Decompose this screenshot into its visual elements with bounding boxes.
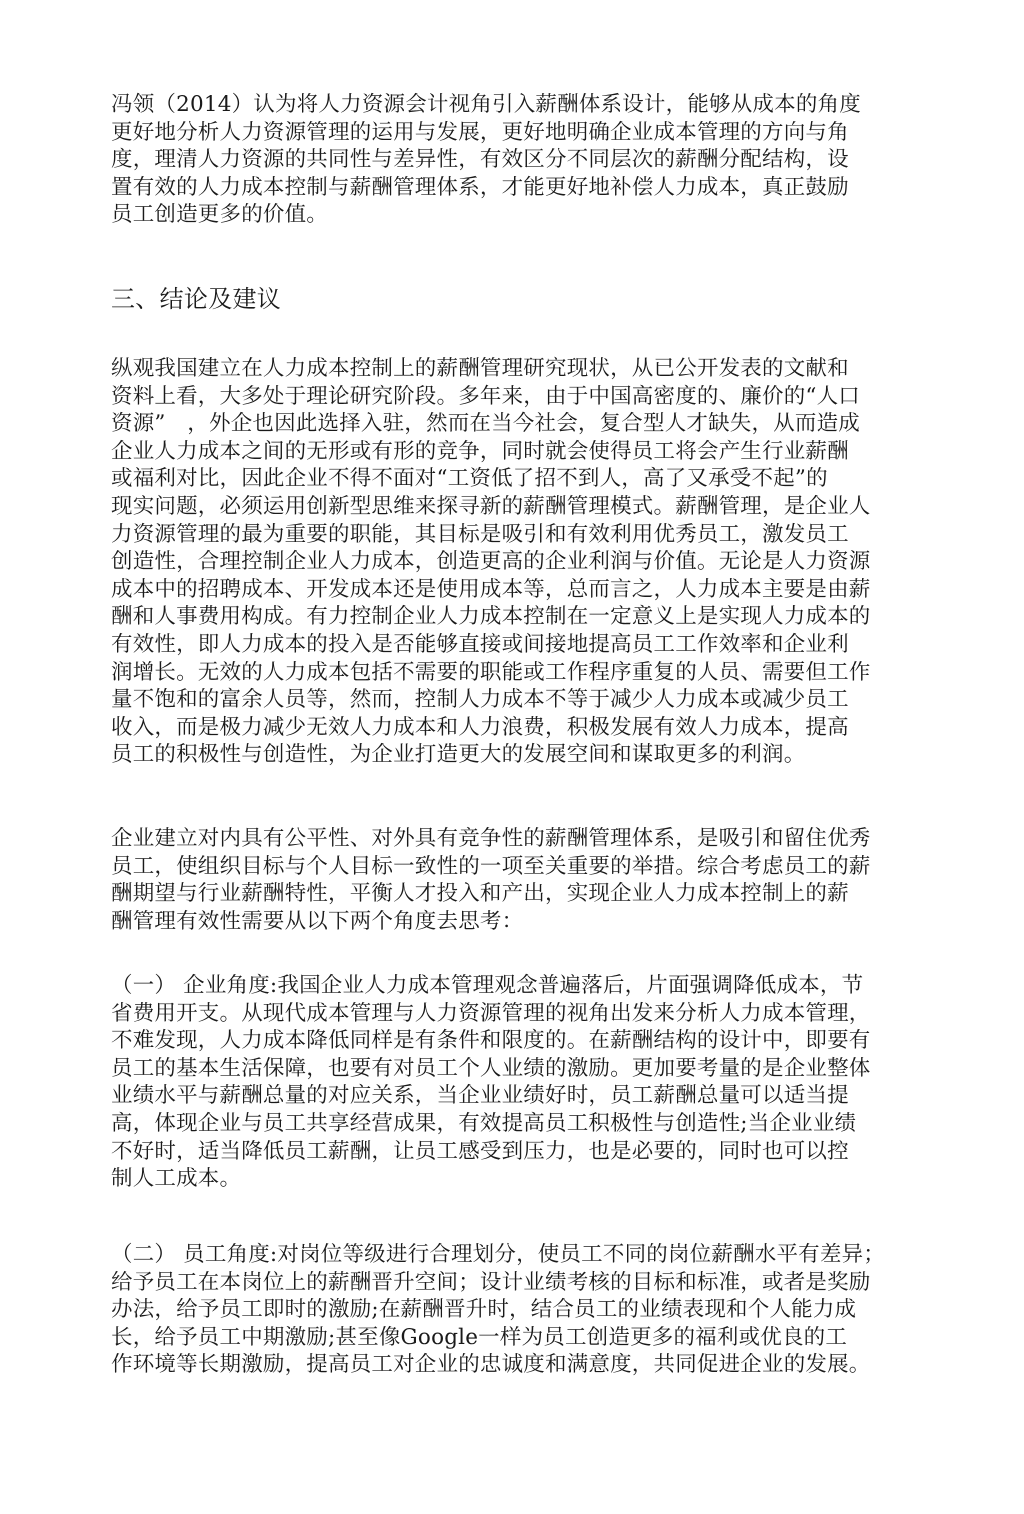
- text-line: 更好地分析人力资源管理的运用与发展，更好地明确企业成本管理的方向与角: [111, 119, 849, 145]
- text-line: 省费用开支。从现代成本管理与人力资源管理的视角出发来分析人力成本管理，: [111, 1000, 871, 1026]
- text-line: 作环境等长期激励，提高员工对企业的忠诚度和满意度，共同促进企业的发展。: [111, 1352, 871, 1378]
- text-line: 纵观我国建立在人力成本控制上的薪酬管理研究现状，从已公开发表的文献和: [111, 356, 849, 381]
- text-line: 企业建立对内具有公平性、对外具有竞争性的薪酬管理体系，是吸引和留住优秀: [111, 826, 871, 851]
- text-line: 员工，使组织目标与个人目标一致性的一项至关重要的举措。综合考虑员工的薪: [111, 853, 871, 879]
- text-line: 员工创造更多的价值。: [111, 202, 329, 228]
- text-line: 不好时，适当降低员工薪酬，让员工感受到压力，也是必要的，同时也可以控: [111, 1138, 849, 1164]
- text-line: 现实问题，必须运用创新型思维来探寻新的薪酬管理模式。薪酬管理，是企业人: [111, 493, 871, 519]
- text-line: 量不饱和的富余人员等，然而，控制人力成本不等于减少人力成本或减少员工: [111, 687, 849, 713]
- text-line: 冯领（2014）认为将人力资源会计视角引入薪酬体系设计，能够从成本的角度: [111, 92, 861, 117]
- text-line: （二） 员工角度:对岗位等级进行合理划分，使员工不同的岗位薪酬水平有差异；: [111, 1242, 885, 1267]
- text-line: 给予员工在本岗位上的薪酬晋升空间；设计业绩考核的目标和标准，或者是奖励: [111, 1269, 871, 1295]
- text-line: 创造性，合理控制企业人力成本，创造更高的企业利润与价值。无论是人力资源: [111, 549, 871, 575]
- text-line: 员工的积极性与创造性，为企业打造更大的发展空间和谋取更多的利润。: [111, 742, 806, 768]
- section-heading: 三、结论及建议: [111, 285, 282, 313]
- text-line: 不难发现，人力成本降低同样是有条件和限度的。在薪酬结构的设计中，即要有: [111, 1028, 871, 1054]
- text-line: 酬管理有效性需要从以下两个角度去思考：: [111, 908, 524, 934]
- text-line: 润增长。无效的人力成本包括不需要的职能或工作程序重复的人员、需要但工作: [111, 659, 871, 685]
- text-line: 酬和人事费用构成。有力控制企业人力成本控制在一定意义上是实现人力成本的: [111, 604, 871, 630]
- paragraph-employee-perspective: [111, 1241, 901, 1379]
- text-line: 度，理清人力资源的共同性与差异性，有效区分不同层次的薪酬分配结构，设: [111, 147, 849, 173]
- text-line: 长，给予员工中期激励;甚至像Google一样为员工创造更多的福利或优良的工: [111, 1324, 848, 1350]
- text-line: 办法，给予员工即时的激励;在薪酬晋升时，结合员工的业绩表现和个人能力成: [111, 1297, 857, 1323]
- paragraph-system: [111, 825, 901, 935]
- text-line: 酬期望与行业薪酬特性，平衡人才投入和产出，实现企业人力成本控制上的薪: [111, 881, 849, 907]
- text-line: 员工的基本生活保障，也要有对员工个人业绩的激励。更加要考量的是企业整体: [111, 1055, 871, 1081]
- text-line: （一） 企业角度:我国企业人力成本管理观念普遍落后，片面强调降低成本，节: [111, 973, 864, 998]
- paragraph-intro: [111, 91, 901, 229]
- text-line: 资源” ，外企也因此选择入驻，然而在当今社会，复合型人才缺失，从而造成: [111, 411, 860, 437]
- paragraph-enterprise-perspective: [111, 972, 901, 1193]
- text-line: 有效性，即人力成本的投入是否能够直接或间接地提高员工工作效率和企业利: [111, 631, 849, 657]
- text-line: 收入，而是极力减少无效人力成本和人力浪费，积极发展有效人力成本，提高: [111, 714, 849, 740]
- text-line: 或福利对比，因此企业不得不面对“工资低了招不到人，高了又承受不起”的: [111, 466, 828, 492]
- paragraph-overview: [111, 355, 901, 769]
- text-line: 资料上看，大多处于理论研究阶段。多年来，由于中国高密度的、廉价的“人口: [111, 383, 860, 409]
- text-line: 高，体现企业与员工共享经营成果，有效提高员工积极性与创造性;当企业业绩: [111, 1110, 857, 1136]
- text-line: 制人工成本。: [111, 1166, 242, 1192]
- text-line: 置有效的人力成本控制与薪酬管理体系，才能更好地补偿人力成本，真正鼓励: [111, 174, 849, 200]
- text-line: 企业人力成本之间的无形或有形的竞争，同时就会使得员工将会产生行业薪酬: [111, 438, 849, 464]
- text-line: 力资源管理的最为重要的职能，其目标是吸引和有效利用优秀员工，激发员工: [111, 521, 849, 547]
- text-line: 业绩水平与薪酬总量的对应关系，当企业业绩好时，员工薪酬总量可以适当提: [111, 1083, 849, 1109]
- text-line: 成本中的招聘成本、开发成本还是使用成本等，总而言之，人力成本主要是由薪: [111, 576, 871, 602]
